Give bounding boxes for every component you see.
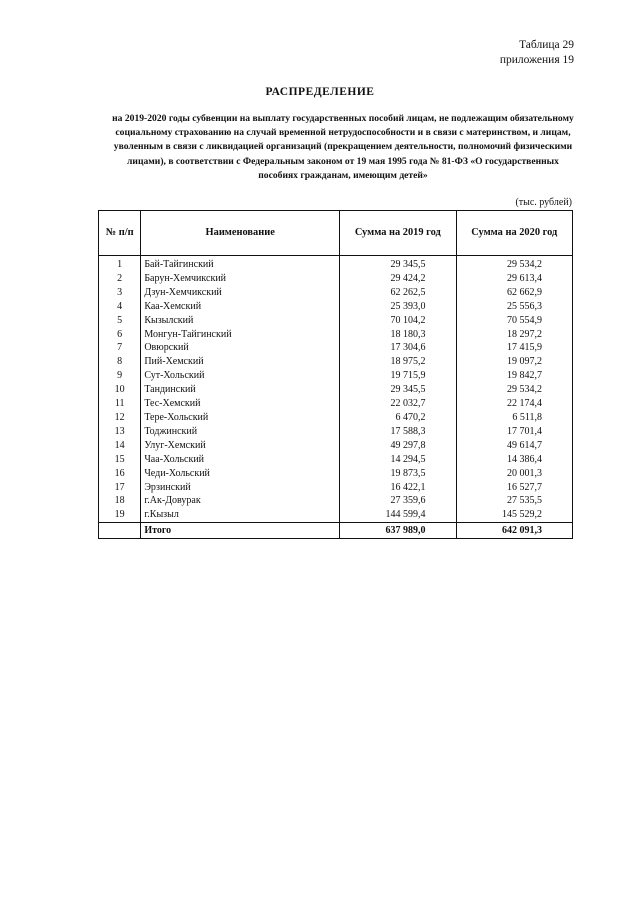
row-sum-2019: 25 393,0 [340,300,456,314]
row-sum-2019: 18 180,3 [340,328,456,342]
row-sum-2020: 20 001,3 [456,467,572,481]
row-name: Эрзинский [141,481,340,495]
row-sum-2020: 145 529,2 [456,508,572,522]
row-number: 12 [99,411,141,425]
row-sum-2019: 29 345,5 [340,383,456,397]
table-row [99,411,573,425]
table-row [99,494,573,508]
table-row [99,467,573,481]
total-row [99,523,573,539]
row-name: Чеди-Хольский [141,467,340,481]
row-sum-2019: 22 032,7 [340,397,456,411]
table-row [99,286,573,300]
row-number: 17 [99,481,141,495]
row-name: г.Ак-Довурак [141,494,340,508]
total-label: Итого [141,523,340,539]
row-sum-2020: 17 701,4 [456,425,572,439]
distribution-table [98,210,573,539]
table-row [99,397,573,411]
row-sum-2019: 49 297,8 [340,439,456,453]
header-num: № п/п [99,211,141,256]
row-sum-2019: 62 262,5 [340,286,456,300]
appendix-number: приложения 19 [499,54,574,66]
row-number: 18 [99,494,141,508]
table-row [99,439,573,453]
row-name: Бай-Тайгинский [141,256,340,272]
row-sum-2019: 70 104,2 [340,314,456,328]
row-sum-2019: 29 424,2 [340,272,456,286]
row-name: Каа-Хемский [141,300,340,314]
row-sum-2019: 14 294,5 [340,453,456,467]
table-row [99,341,573,355]
header-2020: Сумма на 2020 год [456,211,572,256]
row-number: 3 [99,286,141,300]
table-row [99,300,573,314]
table-header-row [99,211,573,256]
row-sum-2020: 18 297,2 [456,328,572,342]
row-sum-2020: 25 556,3 [456,300,572,314]
row-name: Тес-Хемский [141,397,340,411]
row-name: Пий-Хемский [141,355,340,369]
row-sum-2019: 144 599,4 [340,508,456,522]
row-sum-2019: 19 873,5 [340,467,456,481]
header-name: Наименование [141,211,340,256]
row-sum-2020: 70 554,9 [456,314,572,328]
row-sum-2019: 16 422,1 [340,481,456,495]
document-subtitle: на 2019-2020 годы субвенции на выплату государственных пособий лицам, не подлежащим обязательному социальному страхованию на случай временной нетрудоспособности и в связи с материнством, и лицам, уволенным в связи с ликвидацией организаций (прекращением деятельности, полномочий физическими лицами), в соответствии с Федеральным законом от 19 мая 1995 года № 81-ФЗ «О государственных пособиях гражданам, имеющим детей» [112,113,574,181]
row-sum-2020: 19 842,7 [456,369,572,383]
row-name: Улуг-Хемский [141,439,340,453]
row-number: 13 [99,425,141,439]
row-number: 19 [99,508,141,522]
table-row [99,383,573,397]
table-body [99,256,573,539]
table-reference [500,38,574,68]
row-number: 2 [99,272,141,286]
row-sum-2019: 17 304,6 [340,341,456,355]
row-sum-2019: 19 715,9 [340,369,456,383]
row-sum-2020: 62 662,9 [456,286,572,300]
row-sum-2020: 29 534,2 [456,383,572,397]
row-sum-2019: 6 470,2 [340,411,456,425]
table-row [99,453,573,467]
table-row [99,481,573,495]
row-number: 5 [99,314,141,328]
row-number: 1 [99,256,141,272]
table-number: Таблица 29 [519,39,574,51]
row-sum-2019: 18 975,2 [340,355,456,369]
table-row [99,369,573,383]
row-number: 10 [99,383,141,397]
row-name: Тандинский [141,383,340,397]
row-number: 16 [99,467,141,481]
table-row [99,508,573,522]
row-name: Кызылский [141,314,340,328]
table-row [99,425,573,439]
table-row [99,256,573,272]
row-name: Монгун-Тайгинский [141,328,340,342]
document-title: РАСПРЕДЕЛЕНИЕ [265,86,375,98]
row-number: 15 [99,453,141,467]
row-name: Тоджинский [141,425,340,439]
row-number: 8 [99,355,141,369]
total-num-cell [99,523,141,539]
row-sum-2019: 27 359,6 [340,494,456,508]
table-row [99,314,573,328]
row-name: Дзун-Хемчикский [141,286,340,300]
row-name: Барун-Хемчикский [141,272,340,286]
row-number: 4 [99,300,141,314]
row-number: 14 [99,439,141,453]
row-number: 6 [99,328,141,342]
row-sum-2020: 27 535,5 [456,494,572,508]
row-number: 7 [99,341,141,355]
row-name: Тере-Хольский [141,411,340,425]
row-sum-2020: 16 527,7 [456,481,572,495]
row-sum-2020: 49 614,7 [456,439,572,453]
row-name: г.Кызыл [141,508,340,522]
units-note: (тыс. рублей) [515,197,572,208]
total-2020: 642 091,3 [456,523,572,539]
row-sum-2019: 17 588,3 [340,425,456,439]
row-sum-2020: 17 415,9 [456,341,572,355]
row-sum-2020: 29 613,4 [456,272,572,286]
table-row [99,328,573,342]
row-sum-2020: 14 386,4 [456,453,572,467]
header-2019: Сумма на 2019 год [340,211,456,256]
row-sum-2020: 6 511,8 [456,411,572,425]
row-name: Чаа-Хольский [141,453,340,467]
row-number: 9 [99,369,141,383]
row-sum-2020: 19 097,2 [456,355,572,369]
table-row [99,355,573,369]
total-2019: 637 989,0 [340,523,456,539]
row-sum-2019: 29 345,5 [340,256,456,272]
row-number: 11 [99,397,141,411]
row-name: Сут-Хольский [141,369,340,383]
row-sum-2020: 29 534,2 [456,256,572,272]
table-row [99,272,573,286]
row-name: Овюрский [141,341,340,355]
row-sum-2020: 22 174,4 [456,397,572,411]
